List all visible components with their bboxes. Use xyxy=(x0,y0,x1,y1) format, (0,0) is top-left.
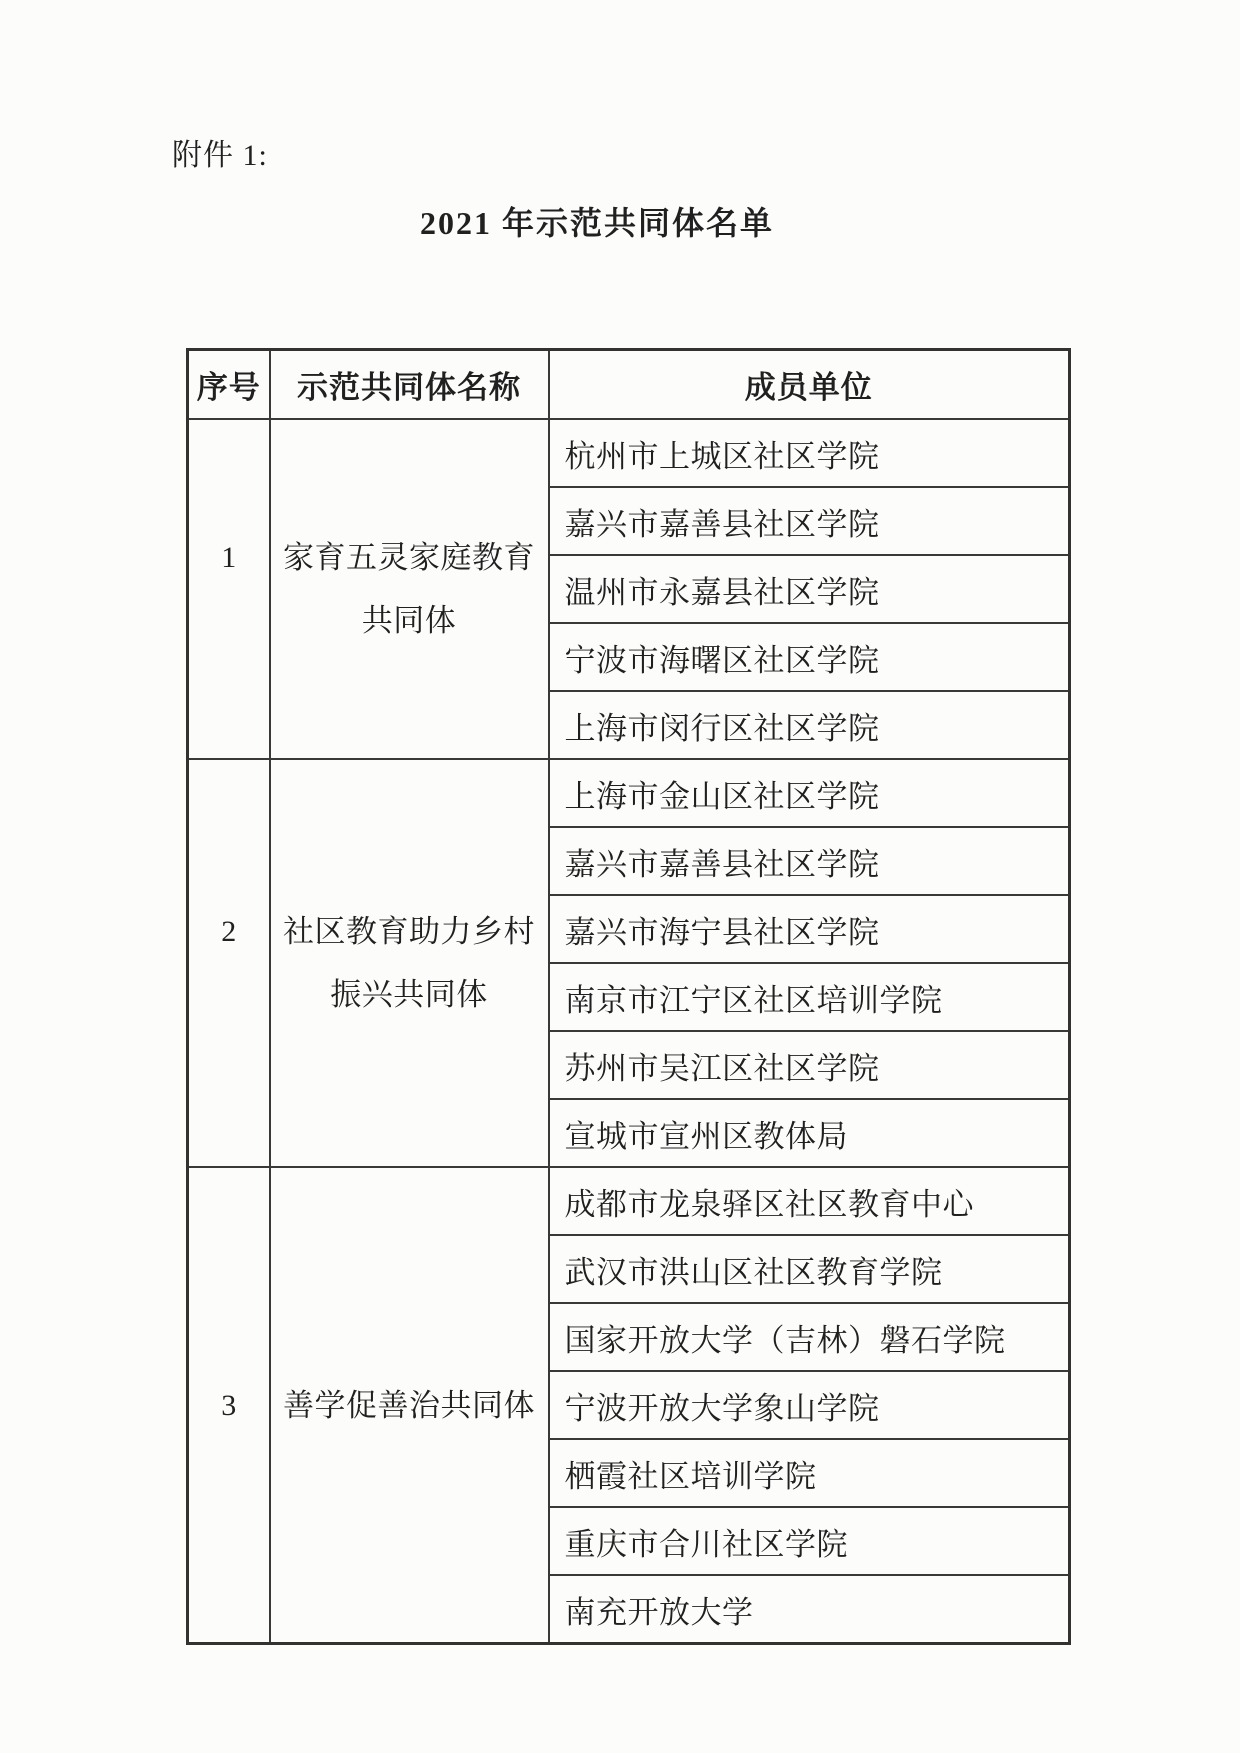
member-unit-cell: 杭州市上城区社区学院 xyxy=(549,419,1070,487)
group-name-line: 振兴共同体 xyxy=(330,977,488,1012)
table-row xyxy=(188,1167,1070,1235)
member-unit-cell: 重庆市合川社区学院 xyxy=(549,1507,1070,1575)
group-name-line: 共同体 xyxy=(361,603,457,638)
member-unit-cell: 宁波市海曙区社区学院 xyxy=(549,623,1070,691)
header-seq: 序号 xyxy=(188,350,270,420)
member-unit-cell: 宁波开放大学象山学院 xyxy=(549,1371,1070,1439)
member-unit-cell: 嘉兴市海宁县社区学院 xyxy=(549,895,1070,963)
member-unit-cell: 宣城市宣州区教体局 xyxy=(549,1099,1070,1167)
member-unit-cell: 温州市永嘉县社区学院 xyxy=(549,555,1070,623)
group-number: 1 xyxy=(221,541,237,574)
group-name-cell xyxy=(270,419,549,759)
group-number-cell xyxy=(188,1167,270,1644)
header-row xyxy=(188,350,1070,420)
community-table xyxy=(186,348,1071,1645)
member-unit-cell: 国家开放大学（吉林）磐石学院 xyxy=(549,1303,1070,1371)
group-name-line: 善学促善治共同体 xyxy=(283,1387,535,1423)
member-unit-cell: 上海市金山区社区学院 xyxy=(549,759,1070,827)
group-name-line: 家育五灵家庭教育 xyxy=(283,540,535,575)
attachment-label: 附件 1: xyxy=(172,139,268,172)
spacer-line xyxy=(189,589,269,652)
table-row xyxy=(188,419,1070,487)
member-unit-cell: 嘉兴市嘉善县社区学院 xyxy=(549,487,1070,555)
group-name-cell xyxy=(270,1167,549,1644)
spacer-line xyxy=(189,963,269,1026)
member-unit-cell: 成都市龙泉驿区社区教育中心 xyxy=(549,1167,1070,1235)
member-unit-cell: 上海市闵行区社区学院 xyxy=(549,691,1070,759)
table-row xyxy=(188,759,1070,827)
group-number-cell xyxy=(188,759,270,1167)
member-unit-cell: 南充开放大学 xyxy=(549,1575,1070,1644)
member-unit-cell: 武汉市洪山区社区教育学院 xyxy=(549,1235,1070,1303)
page-title: 2021 年示范共同体名单 xyxy=(419,205,774,241)
group-number: 2 xyxy=(221,915,237,948)
header-member-unit: 成员单位 xyxy=(549,350,1070,420)
group-number: 3 xyxy=(221,1388,237,1422)
member-unit-cell: 栖霞社区培训学院 xyxy=(549,1439,1070,1507)
member-unit-cell: 苏州市吴江区社区学院 xyxy=(549,1031,1070,1099)
header-community-name: 示范共同体名称 xyxy=(270,350,549,420)
group-number-cell xyxy=(188,419,270,759)
member-unit-cell: 南京市江宁区社区培训学院 xyxy=(549,963,1070,1031)
group-name-cell xyxy=(270,759,549,1167)
group-name-line: 社区教育助力乡村 xyxy=(283,914,535,949)
member-unit-cell: 嘉兴市嘉善县社区学院 xyxy=(549,827,1070,895)
table-body xyxy=(188,419,1070,1644)
